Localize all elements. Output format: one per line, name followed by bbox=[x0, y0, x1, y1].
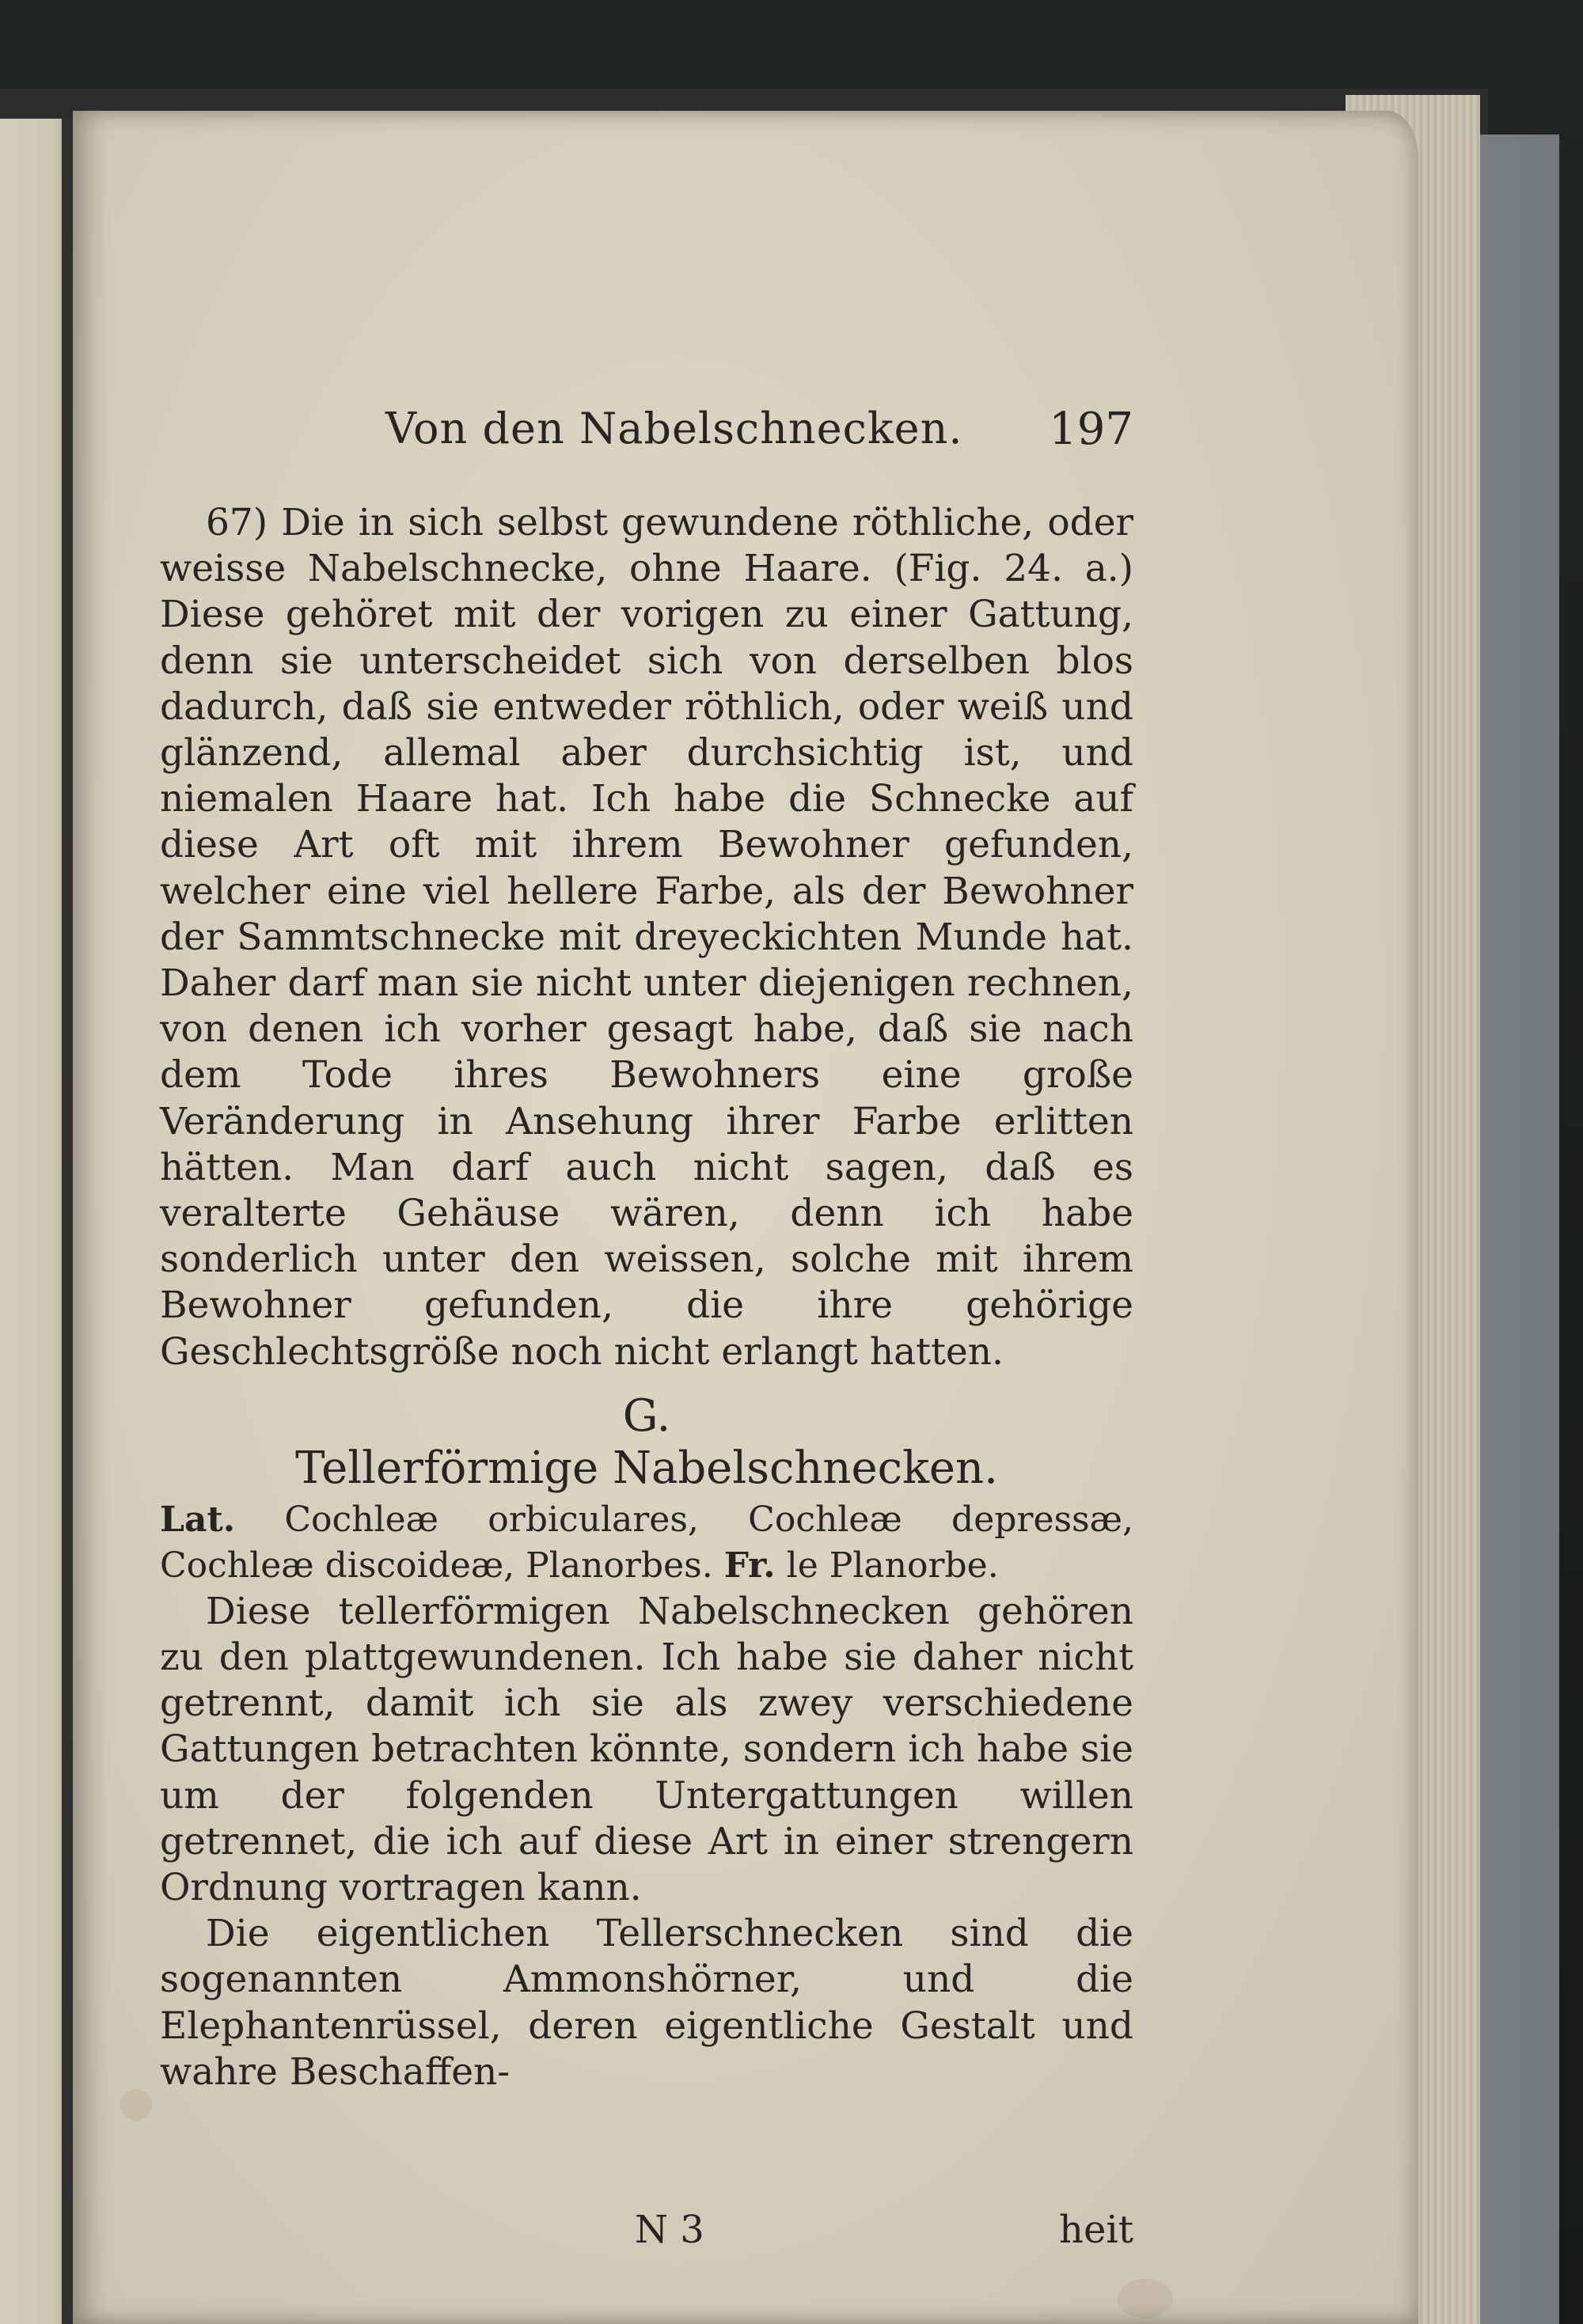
signature-mark: N 3 bbox=[635, 2208, 704, 2252]
section-letter: G. bbox=[622, 1389, 671, 1442]
body-text bbox=[160, 500, 1133, 2095]
synonyms-line bbox=[160, 1497, 1133, 1589]
book-page bbox=[73, 111, 1418, 2324]
latin-names: Cochleæ orbiculares, Cochleæ depressæ, Cochleæ discoideæ, Planorbes. bbox=[160, 1499, 1133, 1586]
page-footer bbox=[160, 2208, 1133, 2255]
page-number: 197 bbox=[1049, 404, 1133, 455]
section-title: Tellerförmige Nabelschnecken. bbox=[295, 1442, 998, 1494]
book-gutter bbox=[62, 119, 73, 2324]
catchword: heit bbox=[1059, 2208, 1133, 2252]
latin-label: Lat. bbox=[160, 1499, 236, 1540]
french-label: Fr. bbox=[723, 1545, 776, 1586]
running-title: Von den Nabelschnecken. bbox=[385, 404, 963, 453]
french-name: le Planorbe. bbox=[786, 1545, 999, 1586]
page-stain bbox=[1118, 2279, 1173, 2318]
left-page-sliver bbox=[0, 119, 65, 2324]
page-stain bbox=[120, 2089, 152, 2121]
paragraph-planorbis: Diese tellerförmigen Nabelschnecken gehören zu den plattgewundenen. Ich habe sie daher nicht getrennt, damit ich sie als zwey verschiedene Gattungen betrachten könnte, sondern ich habe sie um der folgenden Untergattungen willen getrennet, die ich auf diese Art in einer strengern Ordnung vortragen kann. bbox=[160, 1589, 1133, 1910]
paragraph-67: 67) Die in sich selbst gewundene röthliche, oder weisse Nabelschnecke, ohne Haare. (Fig. 24. a.) Diese gehöret mit der vorigen zu einer Gattung, denn sie unterscheidet sich von derselben blos dadurch, daß sie entweder röthlich, oder weiß und glänzend, allemal aber durchsichtig ist, und niemalen Haare hat. Ich habe die Schnecke auf diese Art oft mit ihrem Bewohner gefunden, welcher eine viel hellere Farbe, als der Bewohner der Sammtschnecke mit dreyeckichten Munde hat. Daher darf man sie nicht unter diejenigen rechnen, von denen ich vorher gesagt habe, daß sie nach dem Tode ihres Bewohners eine große Veränderung in Ansehung ihrer Farbe erlitten hätten. Man darf auch nicht sagen, daß es veralterte Gehäuse wären, denn ich habe sonderlich unter den weissen, solche mit ihrem Bewohner gefunden, die ihre gehörige Geschlechtsgröße noch nicht erlangt hatten. bbox=[160, 501, 1133, 1374]
paragraph-tellerschnecken: Die eigentlichen Tellerschnecken sind die sogenannten Ammonshörner, und die Elephantenrüssel, deren eigentliche Gestalt und wahre Beschaffen- bbox=[160, 1912, 1133, 2094]
